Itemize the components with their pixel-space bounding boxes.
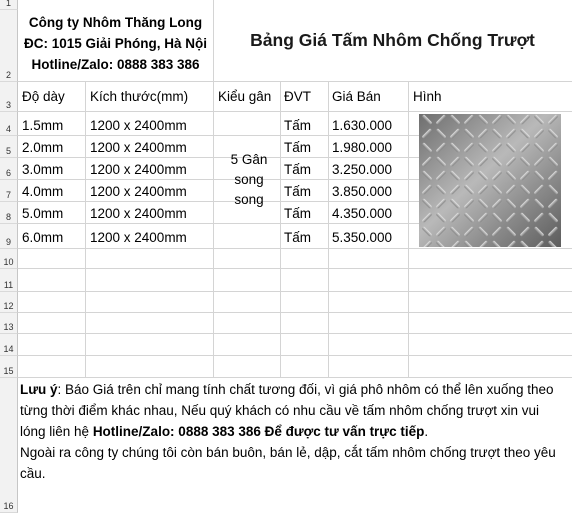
- col-header-image[interactable]: Hình: [413, 89, 442, 104]
- company-hotline: Hotline/Zalo: 0888 383 386: [31, 57, 200, 72]
- gridline: [18, 223, 419, 224]
- note-paragraph-1: Lưu ý: Báo Giá trên chỉ mang tính chất tương đối, vì giá phô nhôm có thể lên xuống theo từng thời điểm khác nhau, Nếu quý khách có nhu cầu về tấm nhôm chống trượt xin vui lóng liên hệ Hotline/Zalo: 0888 383 386 Để được tư vấn trực tiếp.: [20, 382, 554, 439]
- row-header-15[interactable]: 15: [0, 356, 18, 378]
- cell-price[interactable]: 1.980.000: [332, 140, 393, 155]
- col-header-size[interactable]: Kích thước(mm): [90, 89, 189, 104]
- gridline: [18, 312, 572, 313]
- sheet-title[interactable]: Bảng Giá Tấm Nhôm Chống Trượt: [250, 30, 535, 50]
- gridline: [18, 135, 419, 136]
- cell-price[interactable]: 1.630.000: [332, 118, 393, 133]
- cell-size[interactable]: 1200 x 2400mm: [90, 206, 187, 221]
- cell-price[interactable]: 3.850.000: [332, 184, 393, 199]
- col-header-price[interactable]: Giá Bán: [332, 89, 381, 104]
- row-header-4[interactable]: 4: [0, 112, 18, 136]
- cell-thickness[interactable]: 6.0mm: [22, 230, 64, 245]
- gridline: [18, 81, 572, 82]
- cell-rib-type[interactable]: 5 Gân song song: [230, 152, 268, 207]
- row-header-6[interactable]: 6: [0, 158, 18, 180]
- cell-price[interactable]: 4.350.000: [332, 206, 393, 221]
- cell-size[interactable]: 1200 x 2400mm: [90, 162, 187, 177]
- cell-price[interactable]: 5.350.000: [332, 230, 393, 245]
- row-header-3[interactable]: 3: [0, 82, 18, 112]
- tread-plate-icon: [419, 114, 561, 247]
- note-block[interactable]: [20, 379, 568, 484]
- cell-thickness[interactable]: 5.0mm: [22, 206, 64, 221]
- row-header-2[interactable]: 2: [0, 10, 18, 82]
- cell-thickness[interactable]: 2.0mm: [22, 140, 64, 155]
- gridline: [85, 82, 86, 378]
- note-text: : Báo Giá trên chỉ mang tính chất tương đối, vì giá phô nhôm có thể lên xuống theo từng thời điểm khác nhau, Nếu quý khách có nhu cầu về tấm nhôm chống trượt xin vui lóng liên hệ: [20, 382, 554, 439]
- note-hotline: Hotline/Zalo: 0888 383 386 Để được tư vấn trực tiếp: [92, 424, 425, 439]
- cell-unit[interactable]: Tấm: [284, 140, 311, 155]
- gridline: [213, 82, 214, 378]
- col-header-rib-type[interactable]: Kiểu gân: [218, 89, 272, 104]
- gridline: [18, 268, 572, 269]
- gridline: [408, 82, 409, 378]
- row-header-8[interactable]: 8: [0, 202, 18, 224]
- row-header-1[interactable]: 1: [0, 0, 18, 10]
- cell-size[interactable]: 1200 x 2400mm: [90, 118, 187, 133]
- cell-unit[interactable]: Tấm: [284, 184, 311, 199]
- gridline: [18, 333, 572, 334]
- gridline: [280, 82, 281, 378]
- company-address: ĐC: 1015 Giải Phóng, Hà Nội: [23, 36, 208, 51]
- gridline: [18, 355, 572, 356]
- cell-unit[interactable]: Tấm: [284, 206, 311, 221]
- row-header-12[interactable]: 12: [0, 292, 18, 313]
- col-header-thickness[interactable]: Độ dày: [22, 89, 65, 104]
- cell-unit[interactable]: Tấm: [284, 118, 311, 133]
- note-paragraph-2: Ngoài ra công ty chúng tôi còn bán buôn, bán lẻ, dập, cắt tấm nhôm chống trượt theo yêu cầu.: [20, 445, 556, 481]
- gridline: [328, 82, 329, 378]
- cell-thickness[interactable]: 3.0mm: [22, 162, 64, 177]
- product-photo[interactable]: [419, 114, 561, 247]
- cell-unit[interactable]: Tấm: [284, 162, 311, 177]
- row-header-13[interactable]: 13: [0, 313, 18, 334]
- row-header-16[interactable]: 16: [0, 378, 18, 513]
- cell-price[interactable]: 3.250.000: [332, 162, 393, 177]
- row-header-11[interactable]: 11: [0, 269, 18, 292]
- gridline: [18, 111, 572, 112]
- gridline: [18, 377, 572, 378]
- company-name: Công ty Nhôm Thăng Long: [28, 15, 203, 30]
- row-header-10[interactable]: 10: [0, 249, 18, 269]
- row-header-5[interactable]: 5: [0, 136, 18, 158]
- cell-size[interactable]: 1200 x 2400mm: [90, 184, 187, 199]
- cell-unit[interactable]: Tấm: [284, 230, 311, 245]
- gridline: [18, 248, 572, 249]
- cell-size[interactable]: 1200 x 2400mm: [90, 140, 187, 155]
- gridline: [213, 0, 214, 82]
- cell-thickness[interactable]: 1.5mm: [22, 118, 64, 133]
- cell-size[interactable]: 1200 x 2400mm: [90, 230, 187, 245]
- gridline: [18, 291, 572, 292]
- note-label: Lưu ý: [20, 382, 58, 397]
- company-info[interactable]: [18, 12, 213, 75]
- row-header-7[interactable]: 7: [0, 180, 18, 202]
- col-header-unit[interactable]: ĐVT: [284, 89, 311, 104]
- row-header-14[interactable]: 14: [0, 334, 18, 356]
- cell-thickness[interactable]: 4.0mm: [22, 184, 64, 199]
- row-header-9[interactable]: 9: [0, 224, 18, 249]
